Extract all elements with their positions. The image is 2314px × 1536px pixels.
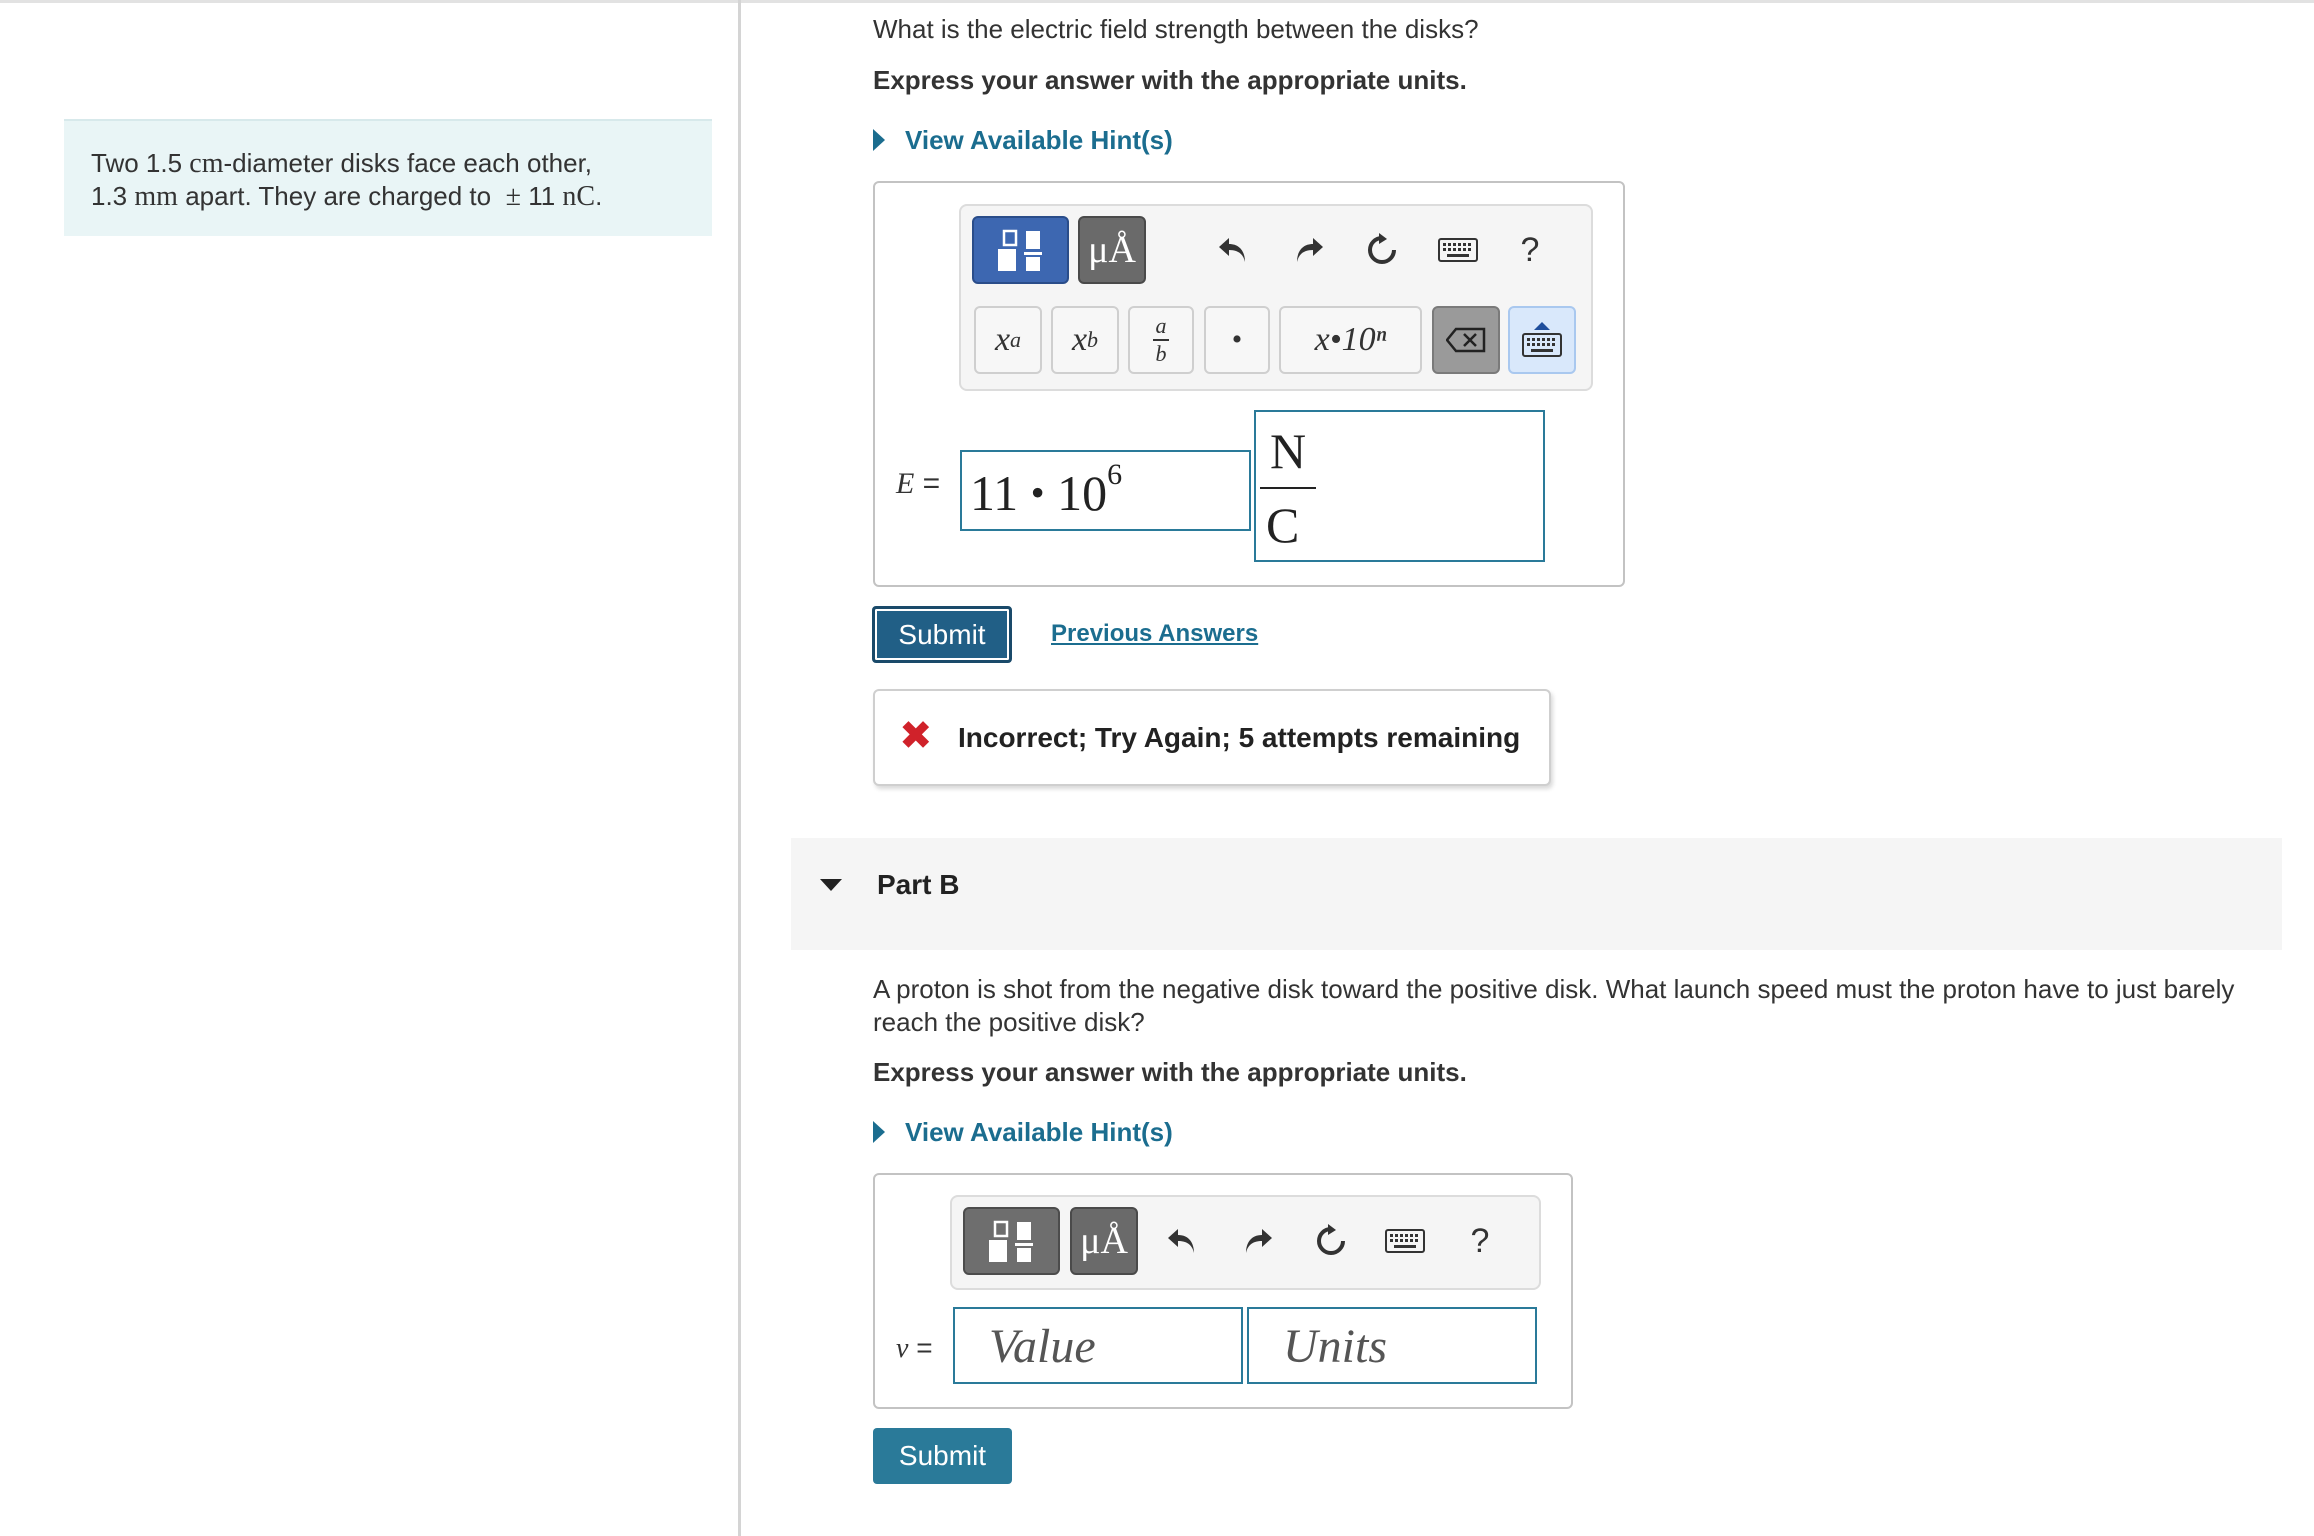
feedback-box [873, 689, 1551, 786]
unit-numerator: N [1270, 423, 1307, 479]
part-b-instruction: Express your answer with the appropriate units. [873, 1057, 1467, 1087]
incorrect-icon: ✖ [899, 714, 933, 758]
problem-line-1: Two 1.5 cm-diameter disks face each other, [91, 148, 593, 179]
redo-icon[interactable] [1236, 1217, 1280, 1265]
part-b-variable: v = [896, 1332, 933, 1364]
unit-denominator: C [1266, 497, 1300, 553]
part-b-title: Part B [877, 869, 960, 900]
value-expression: 11 • $10^6$ [970, 458, 1123, 521]
part-b-value-input[interactable] [953, 1307, 1243, 1384]
part-a-question: What is the electric field strength between the disks? [873, 14, 1479, 44]
part-a-hint-toggle[interactable] [873, 125, 1183, 157]
part-b-hint-toggle[interactable] [873, 1117, 1183, 1149]
keyboard-toggle-button[interactable] [1508, 306, 1576, 374]
top-border [0, 0, 2314, 3]
backspace-icon [1446, 327, 1486, 353]
part-b-submit-button[interactable]: Submit [873, 1428, 1012, 1484]
undo-icon[interactable] [1160, 1217, 1204, 1265]
part-b-hint-label[interactable]: View Available Hint(s) [905, 1117, 1173, 1147]
delete-button[interactable] [1432, 306, 1500, 374]
keyboard-show-icon [1521, 320, 1563, 360]
part-b-help-button[interactable]: ? [1470, 1221, 1490, 1260]
unit-fraction-bar [1260, 487, 1316, 489]
fraction-button[interactable]: a b [1128, 306, 1194, 374]
help-button[interactable]: ? [1520, 230, 1540, 269]
previous-answers-link[interactable]: Previous Answers [1051, 620, 1259, 647]
dot-button[interactable]: • [1204, 306, 1270, 374]
scientific-notation-button[interactable]: x•10ⁿ [1279, 306, 1422, 374]
reset-icon[interactable] [1309, 1217, 1353, 1265]
feedback-text: Incorrect; Try Again; 5 attempts remaining [958, 722, 1521, 753]
part-a-submit-button[interactable]: Submit [872, 606, 1012, 663]
subscript-button[interactable]: x b [1051, 306, 1119, 374]
part-b-header[interactable] [791, 838, 2282, 950]
problem-statement [64, 119, 712, 236]
part-b-units-input[interactable] [1247, 1307, 1537, 1384]
part-b-question: A proton is shot from the negative disk toward the positive disk. What launch speed must the proton have to just barely reach the positive disk? [873, 974, 2235, 1037]
value-placeholder: Value [989, 1320, 1096, 1373]
part-a-variable: E = [896, 467, 941, 500]
superscript-button[interactable]: x a [974, 306, 1042, 374]
keyboard-icon[interactable] [1436, 232, 1480, 268]
part-b-units-button[interactable]: μÅ [1070, 1207, 1138, 1275]
templates-icon [990, 225, 1052, 275]
part-a-instruction: Express your answer with the appropriate units. [873, 65, 1467, 95]
panel-divider [738, 0, 741, 1536]
caret-down-icon [820, 879, 842, 891]
redo-icon[interactable] [1287, 226, 1331, 274]
keyboard-icon[interactable] [1383, 1223, 1427, 1259]
templates-icon [981, 1216, 1043, 1266]
part-a-units-input[interactable] [1254, 410, 1545, 562]
part-b-templates-button[interactable] [963, 1207, 1060, 1275]
units-button[interactable]: μÅ [1078, 216, 1146, 284]
caret-right-icon [873, 129, 885, 151]
caret-right-icon [873, 1121, 885, 1143]
part-a-value-input[interactable] [960, 450, 1251, 531]
undo-icon[interactable] [1211, 226, 1255, 274]
problem-line-2: 1.3 mm apart. They are charged to ± 11 nC. [91, 181, 603, 212]
units-placeholder: Units [1283, 1320, 1388, 1373]
reset-icon[interactable] [1360, 226, 1404, 274]
templates-button[interactable] [972, 216, 1069, 284]
part-a-hint-label[interactable]: View Available Hint(s) [905, 125, 1173, 155]
